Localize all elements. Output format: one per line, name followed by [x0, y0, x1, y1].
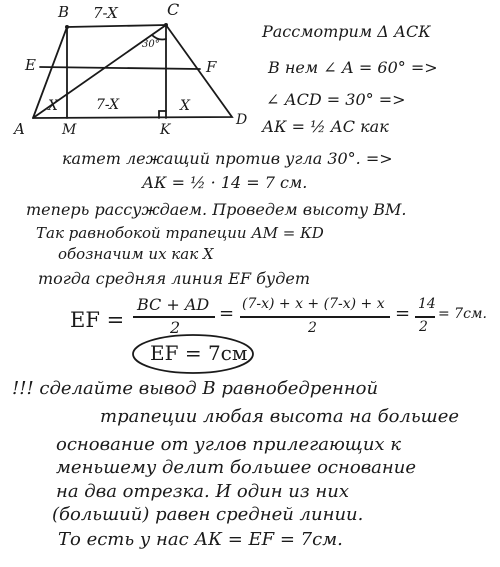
conclusion-line7: То есть у нас АК = EF = 7см. — [58, 529, 343, 550]
trapezoid-outline — [33, 25, 232, 118]
formula-num2: (7-x) + x + (7-x) + x — [242, 296, 385, 312]
conclusion-line3: основание от углов прилегающих к — [56, 434, 402, 455]
note-line6: тогда средняя линия EF будет — [38, 269, 310, 288]
note-line2: АК = ½ · 14 = 7 см. — [142, 173, 308, 192]
midline-ef — [40, 67, 200, 69]
label-angle: 30° — [142, 39, 160, 50]
formula-num1: BC + AD — [137, 295, 210, 314]
note-r4: АК = ½ АС как — [262, 117, 389, 136]
note-r1: Рассмотрим Δ АСК — [262, 22, 431, 41]
label-right-x: X — [180, 98, 190, 114]
note-line4: Так равнобокой трапеции АМ = КD — [36, 224, 324, 242]
label-f: F — [206, 58, 217, 76]
formula-result: = 7см. — [438, 306, 487, 322]
formula-eq: = — [219, 303, 235, 324]
formula-eq2: = — [395, 303, 411, 324]
conclusion-line2: трапеции любая высота на большее — [100, 406, 460, 427]
note-r2: В нем ∠ А = 60° => — [268, 58, 438, 77]
label-b: B — [58, 3, 70, 21]
note-line5: обозначим их как Х — [58, 245, 214, 263]
label-left-x: X — [48, 98, 58, 114]
label-top-segment: 7-X — [93, 4, 118, 22]
formula-den1: 2 — [170, 318, 181, 337]
conclusion-line5: на два отрезка. И один из них — [56, 481, 350, 502]
label-m: M — [62, 122, 77, 138]
label-d: D — [236, 112, 248, 128]
fraction-bar-2 — [240, 316, 390, 318]
label-middle-segment: 7-X — [96, 97, 120, 113]
conclusion-line4: меньшему делит большее основание — [56, 457, 417, 478]
formula-den3: 2 — [419, 319, 428, 335]
formula-lhs: EF = — [70, 308, 125, 332]
label-a: A — [14, 120, 25, 138]
answer-text: EF = 7см — [150, 341, 248, 365]
label-k: K — [160, 122, 171, 138]
note-r3: ∠ АСD = 30° => — [266, 90, 406, 109]
note-line1: катет лежащий против угла 30°. => — [62, 149, 393, 168]
label-c: C — [167, 0, 180, 19]
fraction-bar-3 — [415, 316, 435, 318]
conclusion-line1: !!! сделайте вывод В равнобедренной — [12, 378, 379, 399]
conclusion-line6: (больший) равен средней линии. — [52, 504, 364, 525]
formula-den2: 2 — [308, 320, 317, 336]
formula-num3: 14 — [418, 296, 436, 312]
label-e: E — [25, 56, 36, 74]
note-line3: теперь рассуждаем. Проведем высоту ВМ. — [26, 200, 407, 219]
